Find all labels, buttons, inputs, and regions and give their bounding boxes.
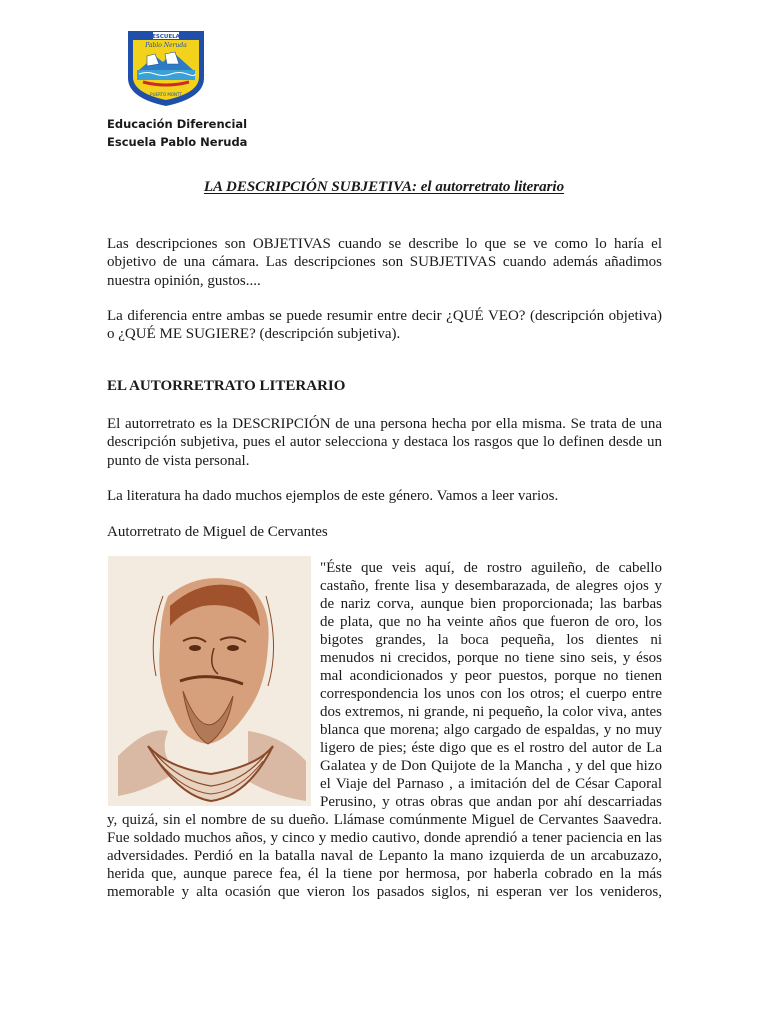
- quote-line: mal acondicionados y peor puestos, porque no tienen: [320, 668, 662, 684]
- document-title: [0, 179, 768, 196]
- quote-line: ligero de pies; éste digo que es el rostro del autor de La: [320, 740, 662, 756]
- document-title-text: LA DESCRIPCIÓN SUBJETIVA: el autorretrato literario: [203, 179, 565, 195]
- quote-line: el Viaje del Parnaso , a imitación del de César Caporal: [320, 776, 662, 792]
- section-paragraph-1: El autorretrato es la DESCRIPCIÓN de una persona hecha por ella misma. Se trata de una descripción subjetiva, pues el autor selecciona y destaca los rasgos que lo definen desde un punto de vista personal.: [107, 416, 662, 469]
- quote-line: herida que, aunque parece fea, él la tiene por hermosa, por haberla cobrado en la más: [107, 866, 662, 882]
- intro-paragraph-1: Las descripciones son OBJETIVAS cuando se describe lo que se ve como lo haría el objetivo de una cámara. Las descripciones son SUBJETIVAS cuando además añadimos nuestra opinión, gustos....: [107, 236, 662, 289]
- quote-line: dos extremos, ni grande, ni pequeño, la color viva, antes: [320, 704, 662, 720]
- school-name: Escuela Pablo Neruda: [107, 135, 248, 149]
- quote-line: de plata, que no ha veinte años que fueron de oro, los: [320, 614, 662, 630]
- quote-line: y, quizá, sin el nombre de su dueño. Llámase comúnmente Miguel de Cervantes Saavedra.: [107, 812, 662, 828]
- quote-line: correspondencia los unos con los otros; el cuerpo entre: [320, 686, 662, 702]
- school-logo: [125, 28, 207, 108]
- quote-line: de nariz corva, aunque bien proporcionada; las barbas: [320, 596, 662, 612]
- quote-line: memorable y alta ocasión que vieron los pasados siglos, ni esperan ver los venideros,: [107, 884, 662, 900]
- institution-header: [107, 115, 247, 151]
- quote-line: blanca que morena; algo cargado de espaldas, y no muy: [320, 722, 662, 738]
- logo-bottom-text: PUERTO MONTT: [150, 92, 182, 97]
- quote-line: Perusino, y otras obras que andan por ahí descarriadas: [320, 794, 662, 810]
- quote-line: Galatea y de Don Quijote de la Mancha , y del que hizo: [320, 758, 662, 774]
- intro-paragraph-2: La diferencia entre ambas se puede resumir entre decir ¿QUÉ VEO? (descripción objetiva) o ¿QUÉ ME SUGIERE? (descripción subjetiva).: [107, 308, 662, 343]
- quote-line: menudos ni crecidos, porque no tiene sino seis, y ésos: [320, 650, 662, 666]
- quote-line: Fue soldado muchos años, y cinco y medio cautivo, donde aprendió a tener paciencia en las: [107, 830, 662, 846]
- cervantes-portrait-image: [108, 556, 311, 806]
- logo-top-text: ESCUELA: [152, 33, 180, 40]
- section-heading: EL AUTORRETRATO LITERARIO: [107, 378, 346, 394]
- section-paragraph-2: La literatura ha dado muchos ejemplos de este género. Vamos a leer varios.: [107, 488, 559, 504]
- logo-script-text: Pablo Neruda: [145, 42, 187, 49]
- quote-line: adversidades. Perdió en la batalla naval de Lepanto la mano izquierda de un arcabuzazo,: [107, 848, 662, 864]
- quote-line: "Éste que veis aquí, de rostro aguileño, de cabello: [320, 560, 662, 576]
- department-name: Educación Diferencial: [107, 117, 248, 131]
- section-paragraph-3: Autorretrato de Miguel de Cervantes: [107, 524, 328, 540]
- quote-line: bigotes grandes, la boca pequeña, los dientes ni: [320, 632, 662, 648]
- quote-line: castaño, frente lisa y desembarazada, de alegres ojos y: [320, 578, 662, 594]
